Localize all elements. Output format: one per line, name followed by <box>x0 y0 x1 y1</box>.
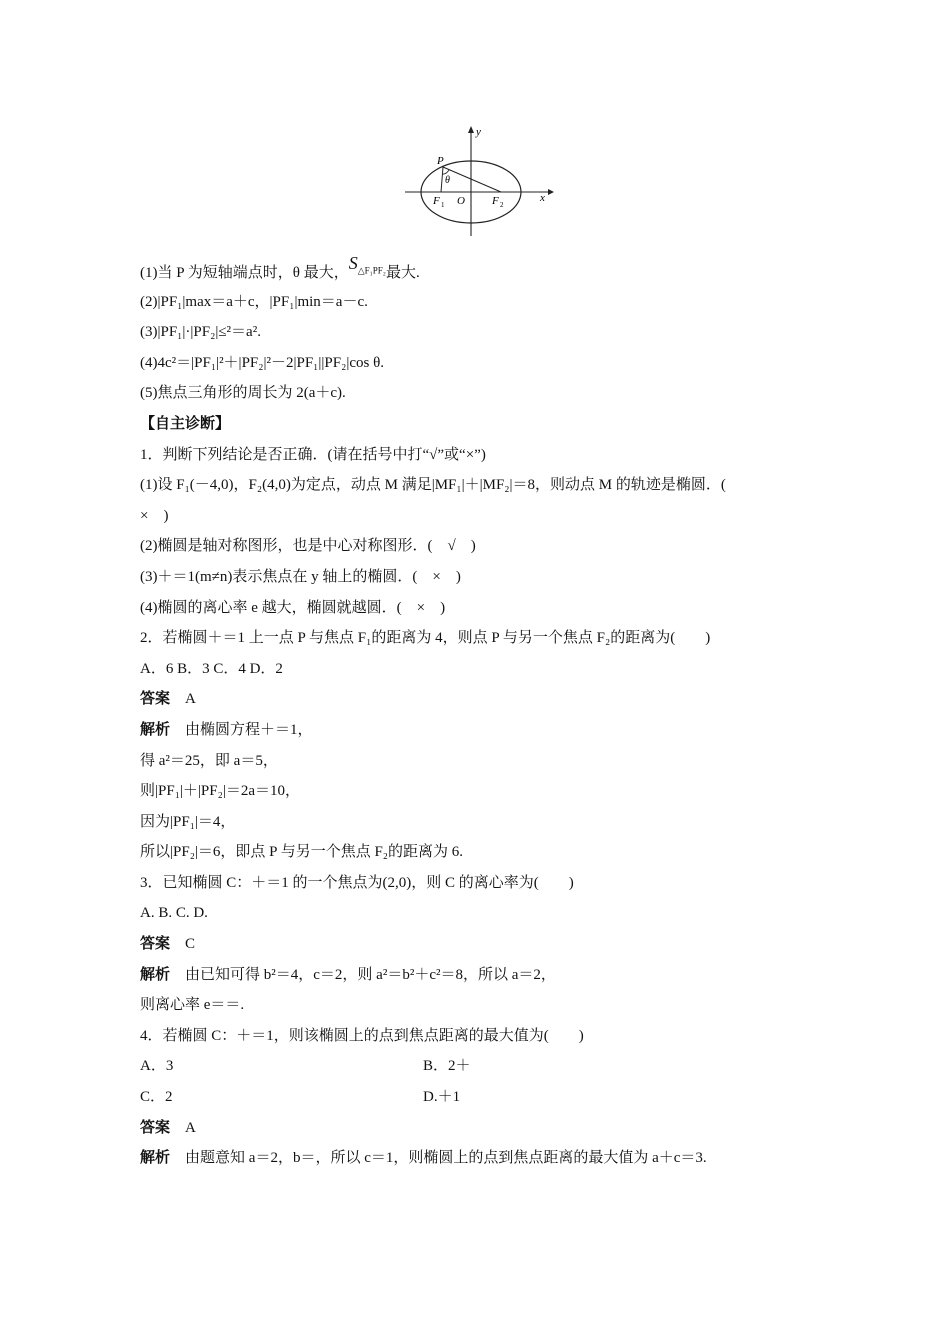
q4-options-row-1 <box>140 1051 820 1082</box>
focus-f1-label: F <box>433 195 440 207</box>
angle-theta-label: θ <box>445 175 450 186</box>
q4-option-a: A．3 <box>140 1058 174 1075</box>
angle-arc <box>443 170 450 174</box>
q4-options-row-2 <box>140 1082 820 1113</box>
q1-item-1-cont: × ) <box>140 507 169 524</box>
q4-option-d: D.＋1 <box>423 1089 461 1106</box>
q3-analysis-2: 则离心率 e＝＝. <box>140 997 245 1014</box>
q4-answer <box>140 1113 820 1144</box>
property-1-tail: 最大. <box>385 265 420 281</box>
section-title: 【自主诊断】 <box>140 415 231 432</box>
analysis-label: 解析 <box>140 721 171 738</box>
q1-item-4: (4)椭圆的离心率 e 越大，椭圆就越圆．( × ) <box>140 599 446 616</box>
property-2: (2)|PF₁|max＝a＋c，|PF₁|min＝a－c. <box>140 293 368 310</box>
answer-label: 答案 <box>140 1119 171 1136</box>
q2-stem: 2．若椭圆＋＝1 上一点 P 与焦点 F₁的距离为 4，则点 P 与另一个焦点 F₂的距离为( ) <box>140 630 711 647</box>
focus-f1-subscript: 1 <box>441 201 445 209</box>
q2-analysis-4: 因为|PF₁|＝4， <box>140 813 236 830</box>
q1-item-1: (1)设 F₁(－4,0)，F₂(4,0)为定点，动点 M 满足|MF₁|＋|MF₂|＝8，则动点 M 的轨迹是椭圆．( <box>140 477 726 494</box>
focus-f2-subscript: 2 <box>500 201 504 209</box>
ellipse-figure <box>400 122 560 240</box>
answer-label: 答案 <box>140 936 171 953</box>
q2-answer <box>140 684 820 715</box>
q2-analysis-2: 得 a²＝25，即 a＝5， <box>140 752 278 769</box>
point-p-label: P <box>437 155 444 167</box>
answer-value: A <box>185 691 196 708</box>
q2-analysis-1: 解析 由椭圆方程＋＝1， <box>140 721 313 738</box>
answer-label: 答案 <box>140 691 171 708</box>
y-axis-label: y <box>476 126 481 138</box>
property-1-text: (1)当 P 为短轴端点时，θ 最大， <box>140 265 349 281</box>
origin-label: O <box>457 195 465 207</box>
analysis-label: 解析 <box>140 1150 171 1167</box>
property-1 <box>140 253 820 287</box>
q1-item-2: (2)椭圆是轴对称图形，也是中心对称图形．( √ ) <box>140 538 476 555</box>
answer-value: A <box>185 1119 196 1136</box>
q2-analysis-5: 所以|PF₂|＝6，即点 P 与另一个焦点 F₂的距离为 6. <box>140 844 464 861</box>
q3-answer <box>140 929 820 960</box>
q4-analysis-1: 解析 由题意知 a＝2，b＝，所以 c＝1，则椭圆上的点到焦点距离的最大值为 a＋c＝3. <box>140 1150 707 1167</box>
q4-option-b: B．2＋ <box>423 1058 471 1075</box>
q3-stem: 3．已知椭圆 C：＋＝1 的一个焦点为(2,0)，则 C 的离心率为( ) <box>140 874 574 891</box>
q1-stem: 1．判断下列结论是否正确．(请在括号中打“√”或“×”) <box>140 446 486 463</box>
q4-stem: 4．若椭圆 C：＋＝1，则该椭圆上的点到焦点距离的最大值为( ) <box>140 1027 584 1044</box>
q4-option-c: C．2 <box>140 1089 173 1106</box>
q2-analysis-3: 则|PF₁|＋|PF₂|＝2a＝10， <box>140 783 300 800</box>
answer-value: C <box>185 936 196 953</box>
property-5: (5)焦点三角形的周长为 2(a＋c). <box>140 385 346 402</box>
focus-f2-label: F <box>492 195 499 207</box>
q3-analysis-1: 解析 由已知可得 b²＝4，c＝2，则 a²＝b²＋c²＝8，所以 a＝2， <box>140 966 556 983</box>
segment-pf2 <box>443 167 501 192</box>
q1-item-3: (3)＋＝1(m≠n)表示焦点在 y 轴上的椭圆．( × ) <box>140 568 461 585</box>
property-4: (4)4c²＝|PF₁|²＋|PF₂|²－2|PF₁||PF₂|cos θ. <box>140 354 384 371</box>
triangle-area-symbol: $S_{\triangle F_1PF_2}$ <box>348 253 386 276</box>
y-axis-arrow <box>468 126 474 133</box>
x-axis-label: x <box>540 192 545 204</box>
analysis-label: 解析 <box>140 966 171 983</box>
content-lines <box>140 253 820 1174</box>
q2-options: A．6 B．3 C．4 D．2 <box>140 660 283 677</box>
segment-pf1 <box>441 167 443 192</box>
q3-options: A. B. C. D. <box>140 905 208 922</box>
x-axis-arrow <box>548 189 554 195</box>
property-3: (3)|PF₁|·|PF₂|≤²＝a². <box>140 324 261 341</box>
